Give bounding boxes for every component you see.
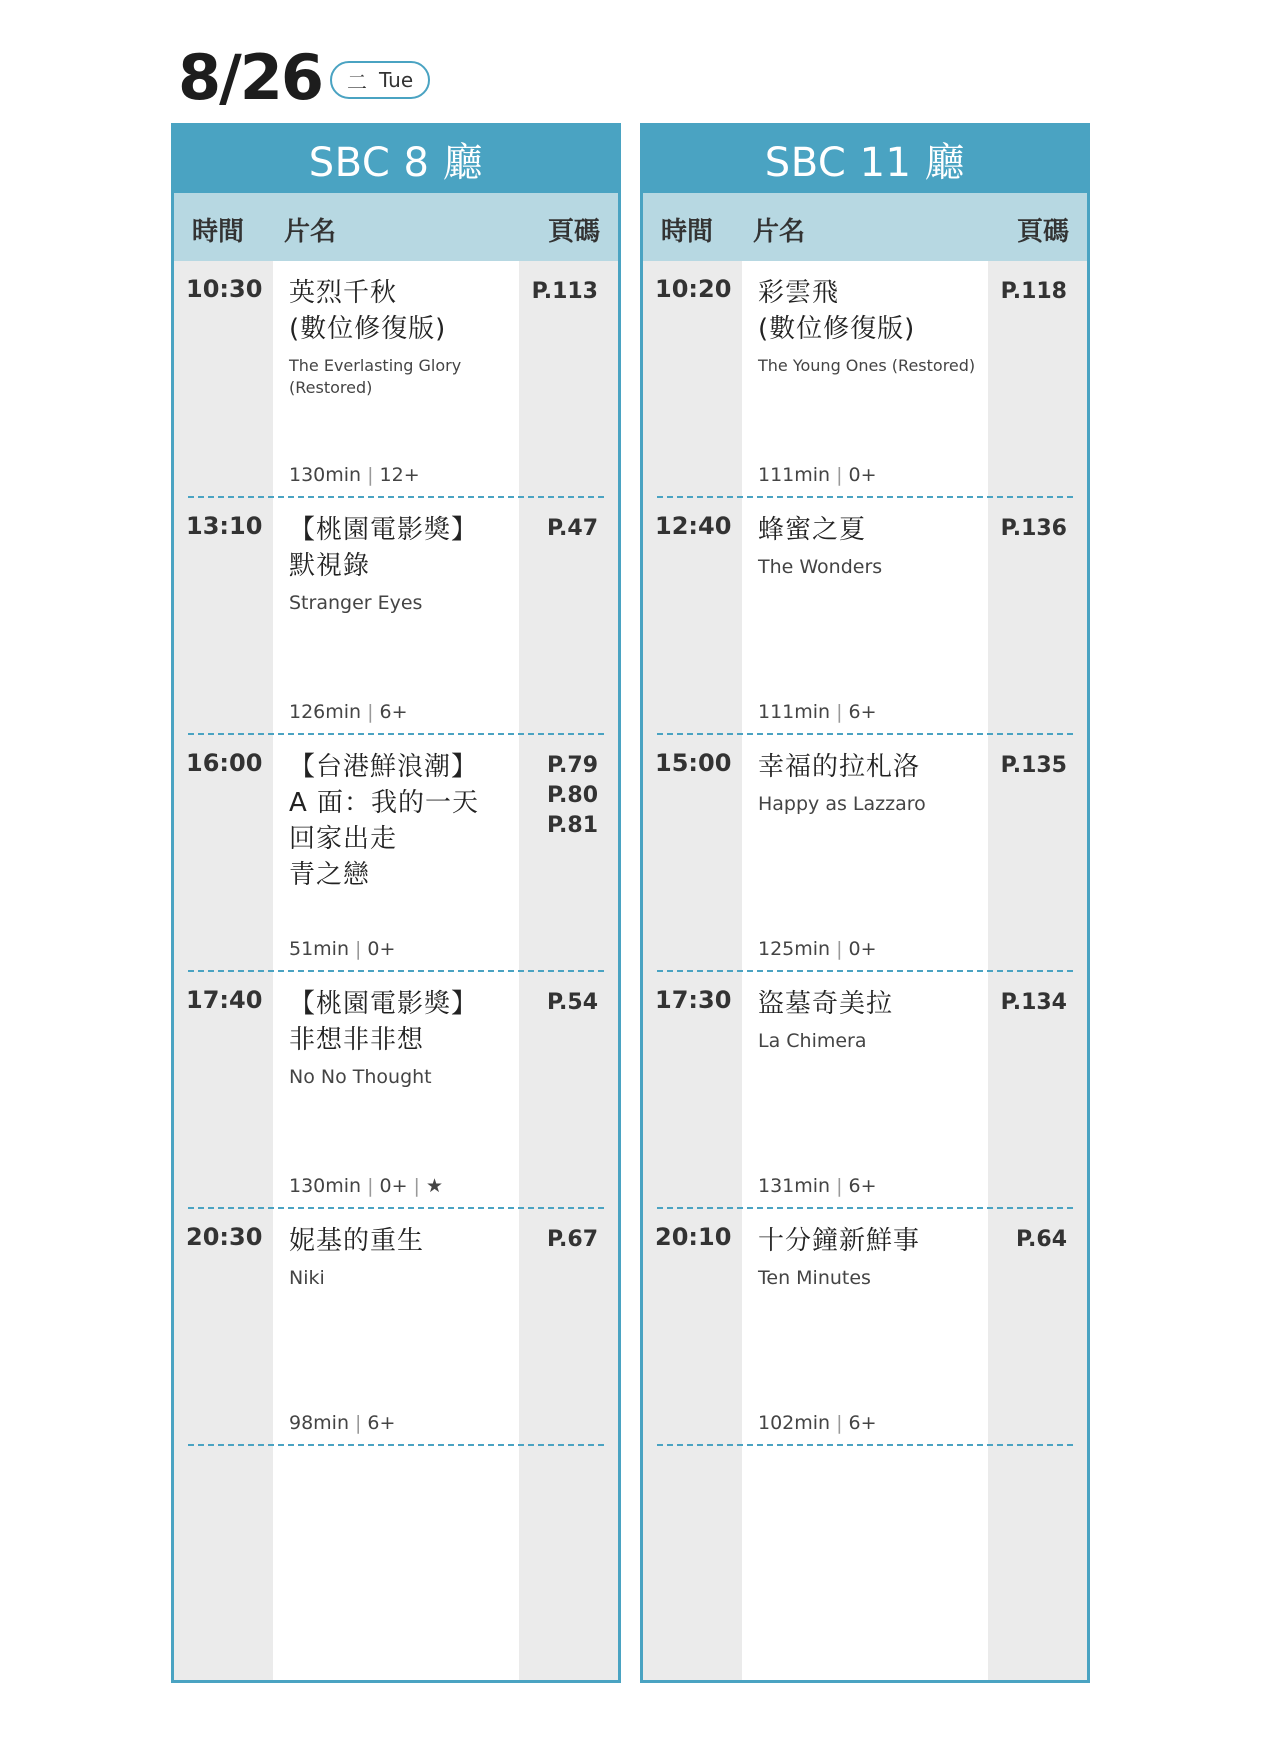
- screening-row: [643, 735, 1087, 972]
- title-zh-line: 回家出走: [289, 824, 398, 854]
- screening-row: [643, 1209, 1087, 1446]
- screening-row: [174, 972, 618, 1209]
- venue-panel-sbc11: [640, 123, 1090, 1683]
- page-number: P.80: [546, 783, 598, 808]
- rating: 6+: [379, 701, 408, 723]
- title-zh: [758, 1223, 920, 1259]
- runtime: 125min: [758, 938, 831, 960]
- column-title: 片名: [753, 217, 806, 247]
- screening-meta: [758, 1412, 877, 1434]
- screening-meta: [289, 1175, 443, 1197]
- runtime: 51min: [289, 938, 350, 960]
- title-zh-line: 盜墓奇美拉: [758, 989, 894, 1019]
- title-zh-line: (數位修復版): [289, 314, 447, 344]
- title-zh-line: 【桃園電影獎】: [289, 989, 479, 1019]
- screening-time: 12:40: [655, 512, 732, 540]
- runtime: 131min: [758, 1175, 831, 1197]
- separator: |: [413, 1175, 420, 1197]
- title-en: Happy as Lazzaro: [758, 793, 926, 815]
- title-zh-line: 妮基的重生: [289, 1226, 425, 1256]
- title-en: Ten Minutes: [758, 1267, 871, 1289]
- screening-row: [174, 735, 618, 972]
- column-time: 時間: [661, 217, 714, 247]
- weekday-pill: [330, 61, 430, 99]
- screening-meta: [758, 464, 877, 486]
- page-number: P.54: [546, 990, 598, 1015]
- page-ref: [547, 988, 598, 1018]
- screening-row: [643, 498, 1087, 735]
- title-zh-line: 青之戀: [289, 860, 371, 890]
- runtime: 111min: [758, 701, 831, 723]
- title-zh-line: 默視錄: [289, 551, 371, 581]
- column-time: 時間: [192, 217, 245, 247]
- page-ref: [1001, 751, 1067, 781]
- rating: 6+: [848, 701, 877, 723]
- screening-row: [643, 261, 1087, 498]
- runtime: 130min: [289, 1175, 362, 1197]
- title-en: The Young Ones (Restored): [758, 356, 976, 375]
- runtime: 111min: [758, 464, 831, 486]
- schedule-body: [643, 261, 1087, 1680]
- page-ref: [1001, 514, 1067, 544]
- separator: |: [367, 701, 374, 723]
- separator: |: [367, 464, 374, 486]
- venue-title: SBC 8 廳: [174, 126, 618, 193]
- screening-meta: [289, 464, 420, 486]
- screening-time: 13:10: [186, 512, 263, 540]
- title-zh: [289, 986, 478, 1058]
- title-zh-line: 【台港鮮浪潮】: [289, 752, 479, 782]
- title-zh: [289, 749, 479, 893]
- screening-meta: [758, 701, 877, 723]
- screening-row: [174, 498, 618, 735]
- title-zh-line: 非想非非想: [289, 1025, 425, 1055]
- title-zh-line: 幸福的拉札洛: [758, 752, 921, 782]
- date-text: 8/26: [178, 40, 323, 114]
- title-zh: [758, 986, 893, 1022]
- rating: 0+: [379, 1175, 408, 1197]
- title-en: The Everlasting Glory (Restored): [289, 356, 462, 397]
- page-number: P.113: [531, 279, 598, 304]
- title-zh-line: 【桃園電影獎】: [289, 515, 479, 545]
- page-ref: [1016, 1225, 1067, 1255]
- title-zh: [758, 749, 920, 785]
- page-ref: [547, 1225, 598, 1255]
- runtime: 98min: [289, 1412, 350, 1434]
- screening-meta: [289, 938, 395, 960]
- runtime: 102min: [758, 1412, 831, 1434]
- page-ref: [547, 751, 598, 841]
- title-zh: [758, 275, 915, 347]
- rating: 6+: [367, 1412, 396, 1434]
- separator: |: [355, 1412, 362, 1434]
- separator: |: [367, 1175, 374, 1197]
- screening-row: [174, 261, 618, 498]
- separator: |: [355, 938, 362, 960]
- title-zh: [758, 512, 866, 548]
- rating: 6+: [848, 1175, 877, 1197]
- rating: 12+: [379, 464, 420, 486]
- title-zh: [289, 1223, 424, 1259]
- screening-time: 15:00: [655, 749, 732, 777]
- star-icon: ★: [425, 1175, 443, 1197]
- page-number: P.81: [546, 813, 598, 838]
- separator: |: [836, 1175, 843, 1197]
- page-number: P.64: [1015, 1227, 1067, 1252]
- page-number: P.79: [546, 753, 598, 778]
- page-ref: [1001, 277, 1067, 307]
- title-en: La Chimera: [758, 1030, 867, 1052]
- screening-meta: [289, 1412, 395, 1434]
- runtime: 130min: [289, 464, 362, 486]
- separator: |: [836, 938, 843, 960]
- title-en: Stranger Eyes: [289, 592, 423, 614]
- column-header: [174, 193, 618, 261]
- page-ref: [1001, 988, 1067, 1018]
- screening-time: 20:10: [655, 1223, 732, 1251]
- screening-meta: [289, 701, 408, 723]
- screening-row: [174, 1209, 618, 1446]
- screening-time: 16:00: [186, 749, 263, 777]
- page-number: P.136: [1000, 516, 1067, 541]
- schedule-body: [174, 261, 618, 1680]
- runtime: 126min: [289, 701, 362, 723]
- rating: 0+: [848, 938, 877, 960]
- column-header: [643, 193, 1087, 261]
- page-ref: [532, 277, 598, 307]
- screening-time: 10:30: [186, 275, 263, 303]
- page-number: P.118: [1000, 279, 1067, 304]
- venue-title: SBC 11 廳: [643, 126, 1087, 193]
- page-number: P.67: [546, 1227, 598, 1252]
- weekday-en: Tue: [378, 68, 414, 92]
- title-zh-line: 英烈千秋: [289, 278, 398, 308]
- rating: 0+: [848, 464, 877, 486]
- page-number: P.134: [1000, 990, 1067, 1015]
- venue-panel-sbc8: [171, 123, 621, 1683]
- title-en: The Wonders: [758, 556, 883, 578]
- screening-time: 17:40: [186, 986, 263, 1014]
- title-zh-line: 蜂蜜之夏: [758, 515, 867, 545]
- screening-time: 17:30: [655, 986, 732, 1014]
- title-zh: [289, 275, 446, 347]
- screening-time: 20:30: [186, 1223, 263, 1251]
- page-number: P.135: [1000, 753, 1067, 778]
- screening-row: [643, 972, 1087, 1209]
- column-page: 頁碼: [547, 217, 600, 247]
- title-zh-line: 十分鐘新鮮事: [758, 1226, 921, 1256]
- column-title: 片名: [284, 217, 337, 247]
- rating: 0+: [367, 938, 396, 960]
- title-zh-line: 彩雲飛: [758, 278, 840, 308]
- page-number: P.47: [546, 516, 598, 541]
- screening-time: 10:20: [655, 275, 732, 303]
- weekday-zh: 二: [346, 69, 367, 94]
- separator: |: [836, 701, 843, 723]
- separator: |: [836, 464, 843, 486]
- rating: 6+: [848, 1412, 877, 1434]
- title-en: Niki: [289, 1267, 325, 1289]
- title-en: No No Thought: [289, 1066, 432, 1088]
- screening-meta: [758, 938, 877, 960]
- title-zh-line: (數位修復版): [758, 314, 916, 344]
- separator: |: [836, 1412, 843, 1434]
- column-page: 頁碼: [1016, 217, 1069, 247]
- title-zh: [289, 512, 478, 584]
- screening-meta: [758, 1175, 877, 1197]
- date-header: [178, 42, 430, 112]
- page-ref: [547, 514, 598, 544]
- title-zh-line: A 面：我的一天: [289, 788, 480, 818]
